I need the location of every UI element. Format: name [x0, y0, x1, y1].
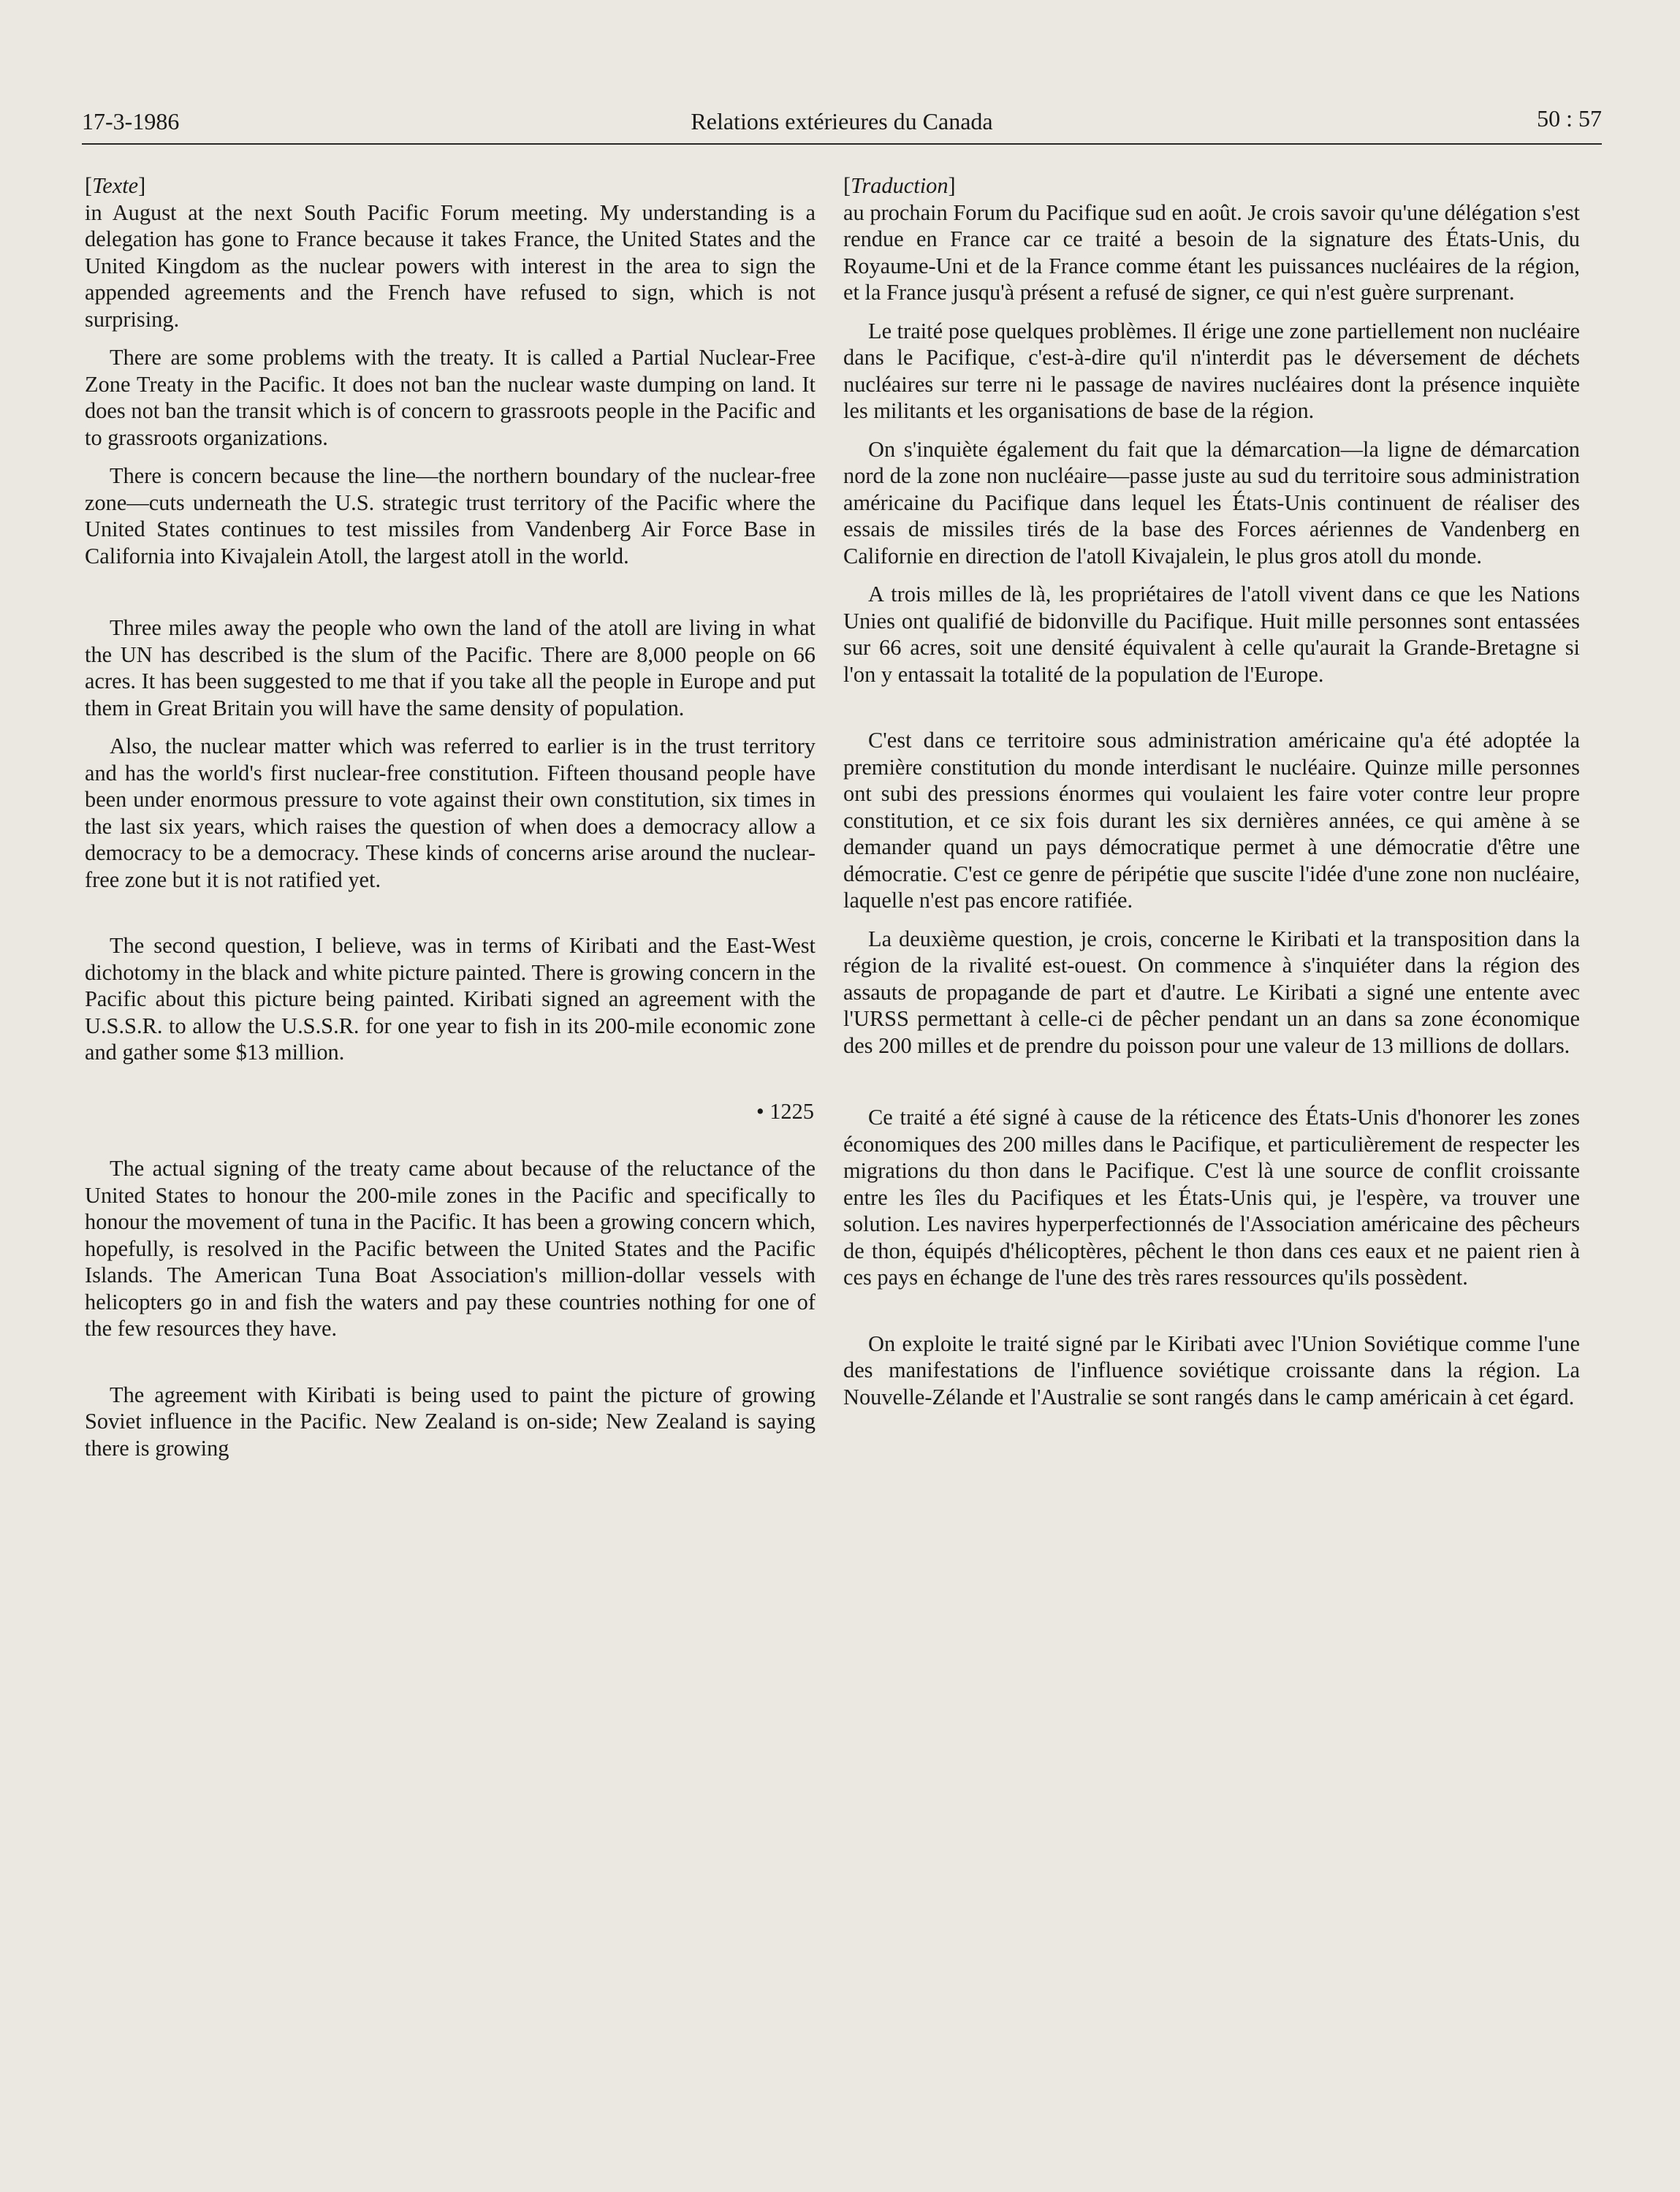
- paragraph: There are some problems with the treaty. It is called a Partial Nuclear-Free Zone Treaty in the Pacific. It does not ban the nuclear waste dumping on land. It does not ban the transit which is of concern to grassroots people in the Pacific and to grassroots organizations.: [85, 345, 816, 450]
- time-marker: • 1225: [756, 1098, 814, 1124]
- paragraph: Le traité pose quelques problèmes. Il érige une zone partiellement non nucléaire dans le Pacifique, c'est-à-dire qu'il n'interdit pas le déversement de déchets nucléaires sur terre ni le passage de navires nucléaires dont la présence inquiète les militants et les organisations de base de la région.: [843, 318, 1580, 423]
- paragraph: The actual signing of the treaty came about because of the reluctance of the United States to honour the 200-mile zones in the Pacific and specifically to honour the movement of tuna in the Pacific. It has been a growing concern which, hopefully, is resolved in the Pacific between the United States and the Pacific Islands. The American Tuna Boat Association's million-dollar vessels with helicopters go in and fish the waters and pay these countries nothing for one of the few resources they have.: [85, 1156, 816, 1341]
- paragraph: The second question, I believe, was in terms of Kiribati and the East-West dichotomy in the black and white picture painted. There is growing concern in the Pacific about this picture being painted. Kiribati signed an agreement with the U.S.S.R. to allow the U.S.S.R. for one year to fish in its 200-mile economic zone and gather some $13 million.: [85, 933, 816, 1065]
- column-label-traduction: [Traduction]: [843, 173, 956, 198]
- paragraph: There is concern because the line—the northern boundary of the nuclear-free zone—cuts underneath the U.S. strategic trust territory of the Pacific where the United States continues to test missiles from Vandenberg Air Force Base in California into Kivajalein Atoll, the largest atoll in the world.: [85, 463, 816, 568]
- header-title: Relations extérieures du Canada: [691, 108, 993, 134]
- column-label-texte: [Texte]: [85, 173, 146, 198]
- paragraph: On s'inquiète également du fait que la démarcation—la ligne de démarcation nord de la zone non nucléaire—passe juste au sud du territoire sous administration américaine du Pacifique dans lequel les États-Unis continuent de réaliser des essais de missiles tirés de la base des Forces aériennes de Vandenberg en Californie en direction de l'atoll Kivajalein, le plus gros atoll du monde.: [843, 436, 1580, 568]
- paragraph: Also, the nuclear matter which was referred to earlier is in the trust territory and has the world's first nuclear-free constitution. Fifteen thousand people have been under enormous pressure to vote against their own constitution, six times in the last six years, which raises the question of when does a democracy allow a democracy to be a democracy. These kinds of concerns arise around the nuclear-free zone but it is not ratified yet.: [85, 734, 816, 892]
- header-date: 17-3-1986: [82, 108, 180, 134]
- paragraph: La deuxième question, je crois, concerne le Kiribati et la transposition dans la région de la rivalité est-ouest. On commence à s'inquiéter dans la région des assauts de propagande de part et d'autre. Le Kiribati a signé une entente avec l'URSS permettant à celle-ci de pêcher pendant un an dans sa zone économique des 200 milles et de prendre du poisson pour une valeur de 13 millions de dollars.: [843, 926, 1580, 1058]
- paragraph: A trois milles de là, les propriétaires de l'atoll vivent dans ce que les Nations Unies ont qualifié de bidonville du Pacifique. Huit mille personnes sont entassées sur 66 acres, soit une densité équivalent à celle qu'aurait la Grande-Bretagne si l'on y entassait la totalité de la population de l'Europe.: [843, 582, 1580, 687]
- paragraph: au prochain Forum du Pacifique sud en août. Je crois savoir qu'une délégation s'est rendue en France car ce traité a besoin de la signature des États-Unis, du Royaume-Uni et de la France comme étant les puissances nucléaires de la région, et la France jusqu'à présent a refusé de signer, ce qui n'est guère surprenant.: [843, 199, 1580, 305]
- paragraph: On exploite le traité signé par le Kiribati avec l'Union Soviétique comme l'une des manifestations de l'influence soviétique croissante dans la région. La Nouvelle-Zélande et l'Australie se sont rangés dans le camp américain à cet égard.: [843, 1331, 1580, 1409]
- paragraph: The agreement with Kiribati is being used to paint the picture of growing Soviet influence in the Pacific. New Zealand is on-side; New Zealand is saying there is growing: [85, 1382, 816, 1461]
- english-text-column: [85, 172, 816, 1461]
- page-header: [82, 105, 1602, 145]
- paragraph: C'est dans ce territoire sous administration américaine qu'a été adoptée la première constitution du monde interdisant le nucléaire. Quinze mille personnes ont subi des pressions énormes qui voulaient les faire voter contre leur propre constitution, et ce six fois durant les six dernières années, ce qui amène à se demander quand un pays démocratique permet à une démocratie d'être une démocratie. C'est ce genre de péripétie que suscite l'idée d'une zone non nucléaire, laquelle n'est pas encore ratifiée.: [843, 728, 1580, 913]
- header-page-number: 50 : 57: [1537, 105, 1602, 132]
- paragraph: in August at the next South Pacific Forum meeting. My understanding is a delegation has gone to France because it takes France, the United States and the United Kingdom as the nuclear powers with interest in the area to sign the appended agreements and the French have refused to sign, which is not surprising.: [85, 199, 816, 332]
- french-translation-column: [843, 172, 1580, 1410]
- paragraph: Ce traité a été signé à cause de la réticence des États-Unis d'honorer les zones économiques des 200 milles dans le Pacifique, et particulièrement de respecter les migrations du thon dans le Pacifique. C'est là une source de conflit croissante entre les îles du Pacifiques et les États-Unis qui, je l'espère, va trouver une solution. Les navires hyperperfectionnés de l'Association américaine des pêcheurs de thon, équipés d'hélicoptères, pêchent le thon dans ces eaux et ne paient rien à ces pays en échange de l'une des très rares ressources qu'ils possèdent.: [843, 1105, 1580, 1290]
- paragraph: Three miles away the people who own the land of the atoll are living in what the UN has described is the slum of the Pacific. There are 8,000 people on 66 acres. It has been suggested to me that if you take all the people in Europe and put them in Great Britain you will have the same density of population.: [85, 615, 816, 720]
